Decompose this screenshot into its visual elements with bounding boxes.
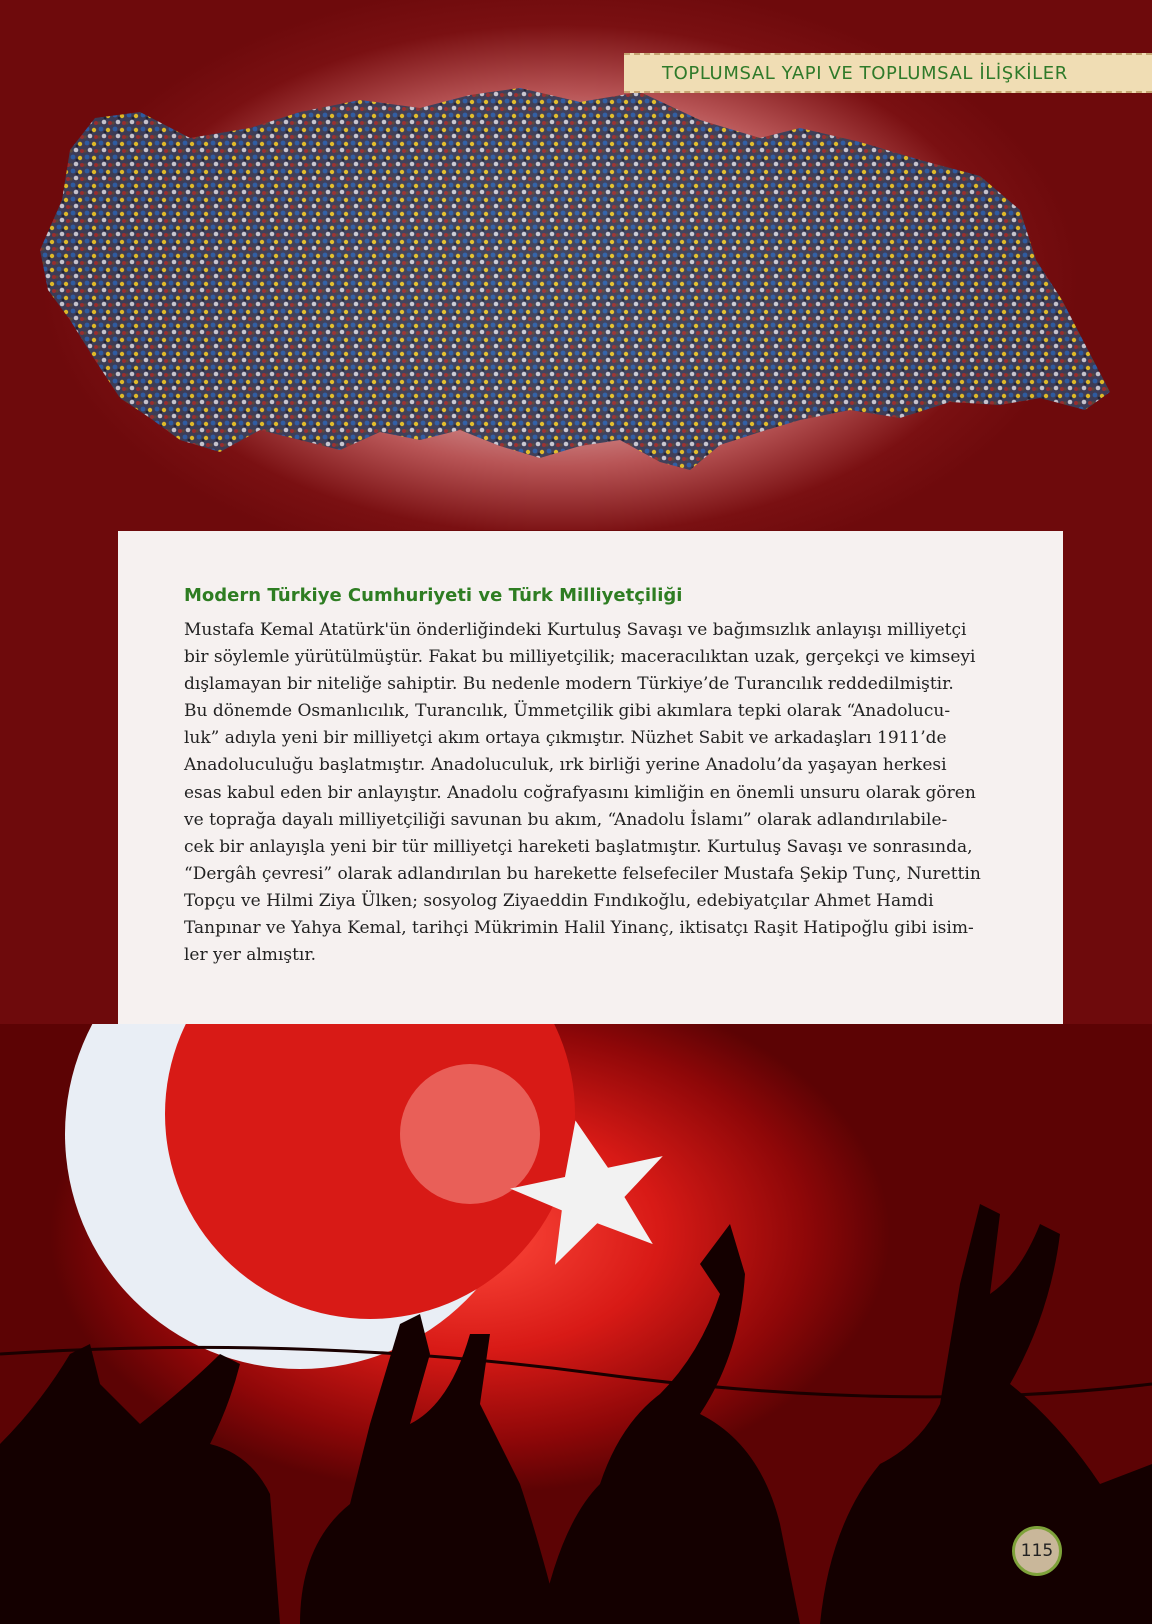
- turkey-map-shape: [40, 88, 1110, 470]
- body-line: Mustafa Kemal Atatürk'ün önderliğindeki Kurtuluş Savaşı ve bağımsızlık anlayışı milliyetçi: [184, 620, 967, 640]
- body-line: luk” adıyla yeni bir milliyetçi akım ortaya çıkmıştır. Nüzhet Sabit ve arkadaşları 1911’de: [184, 728, 947, 749]
- body-line: dışlamayan bir niteliğe sahiptir. Bu nedenle modern Türkiye’de Turancılık reddedilmiştir.: [184, 674, 954, 695]
- body-line: ve toprağa dayalı milliyetçiliği savunan bu akım, “Anadolu İslamı” olarak adlandırılabile-: [184, 809, 948, 830]
- body-line: Anadoluculuğu başlatmıştır. Anadoluculuk, ırk birliği yerine Anadolu’da yaşayan herkesi: [184, 755, 947, 776]
- chapter-title-tag: [624, 53, 1152, 93]
- body-line: “Dergâh çevresi” olarak adlandırılan bu harekette felsefeciler Mustafa Şekip Tunç, Nurettin: [184, 863, 981, 884]
- flag-photo: [0, 1024, 1152, 1624]
- body-line: cek bir anlayışla yeni bir tür milliyetçi hareketi başlatmıştır. Kurtuluş Savaşı ve sonrasında,: [184, 836, 973, 857]
- page-number-badge: [1012, 1526, 1062, 1576]
- chapter-title: TOPLUMSAL YAPI VE TOPLUMSAL İLİŞKİLER: [662, 62, 1068, 84]
- text-panel: [118, 531, 1063, 1024]
- body-line: bir söylemle yürütülmüştür. Fakat bu milliyetçilik; maceracılıktan uzak, gerçekçi ve kimseyi: [184, 647, 976, 668]
- body-line: ler yer almıştır.: [184, 945, 317, 966]
- body-line: esas kabul eden bir anlayıştır. Anadolu coğrafyasını kimliğin en önemli unsuru olarak gören: [184, 782, 976, 803]
- turkish-flag-graphic: [0, 1024, 1152, 1624]
- page-number: 115: [1020, 1541, 1054, 1561]
- section-title: Modern Türkiye Cumhuriyeti ve Türk Milliyetçiliği: [184, 585, 683, 606]
- crowd-map-image: [0, 0, 1152, 530]
- body-line: Topçu ve Hilmi Ziya Ülken; sosyolog Ziyaeddin Fındıkoğlu, edebiyatçılar Ahmet Hamdi: [184, 890, 934, 911]
- body-line: Bu dönemde Osmanlıcılık, Turancılık, Ümmetçilik gibi akımlara tepki olarak “Anadolucu-: [184, 701, 951, 722]
- light-glow: [400, 1064, 540, 1204]
- body-line: Tanpınar ve Yahya Kemal, tarihçi Mükrimin Halil Yinanç, iktisatçı Raşit Hatipoğlu gibi isim-: [184, 918, 974, 939]
- section-body: [184, 617, 1014, 969]
